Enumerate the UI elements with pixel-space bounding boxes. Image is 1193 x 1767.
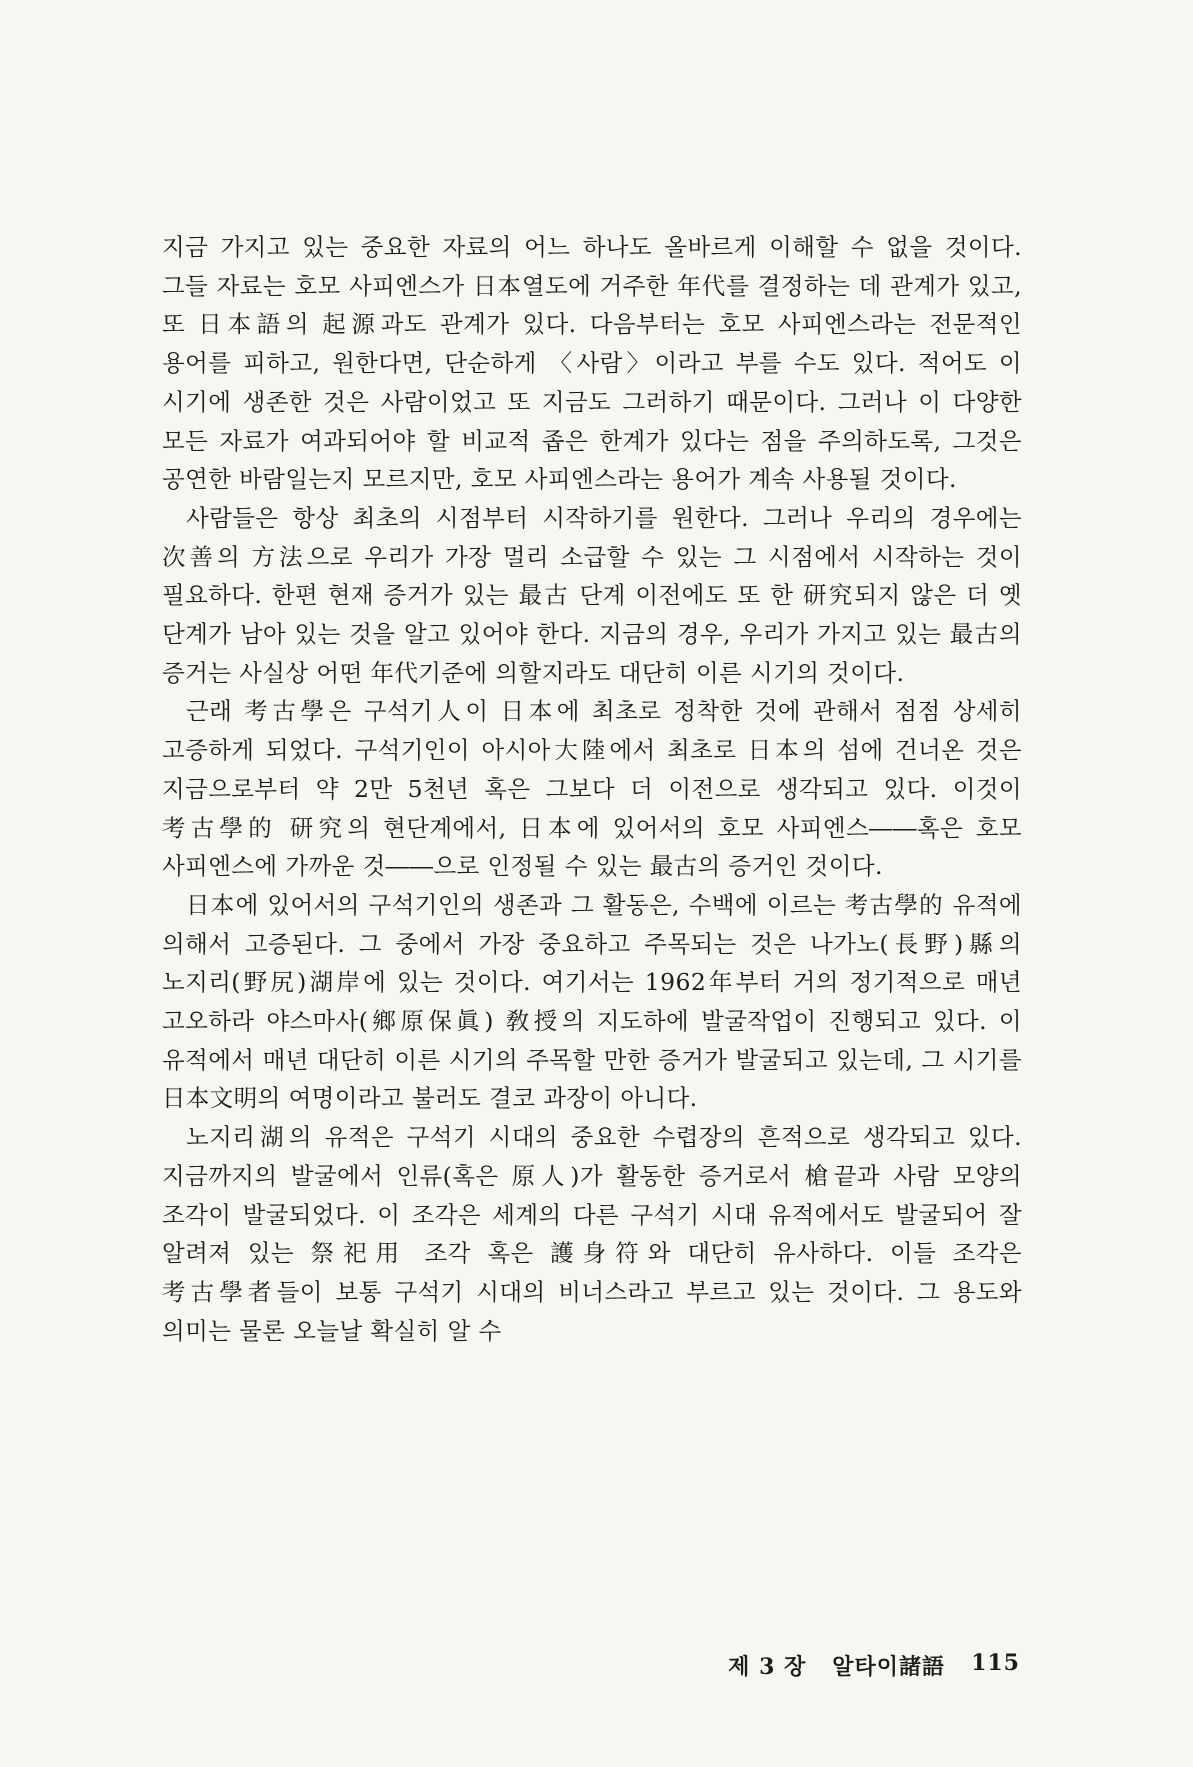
body-text [162,228,1022,1350]
chapter-label: 제 3 장 [728,1654,807,1680]
page-number: 115 [971,1650,1020,1676]
paragraph-2: 사람들은 항상 최초의 시점부터 시작하기를 원한다. 그러나 우리의 경우에는 次善의 方法으로 우리가 가장 멀리 소급할 수 있는 그 시점에서 시작하는 것이 필요하다. 한편 현재 증거가 있는 最古 단계 이전에도 또 한 研究되지 않은 더 옛 단계가 남아 있는 것을 알고 있어야 한다. 지금의 경우, 우리가 가지고 있는 最古의 증거는 사실상 어떤 年代기준에 의할지라도 대단히 이른 시기의 것이다. [162,503,1022,687]
paragraph-1: 지금 가지고 있는 중요한 자료의 어느 하나도 올바르게 이해할 수 없을 것이다. 그들 자료는 호모 사피엔스가 日本열도에 거주한 年代를 결정하는 데 관계가 있고, 또 日本語의 起源과도 관계가 있다. 다음부터는 호모 사피엔스라는 전문적인 용어를 피하고, 원한다면, 단순하게 〈사람〉이라고 부를 수도 있다. 적어도 이 시기에 생존한 것은 사람이었고 또 지금도 그러하기 때문이다. 그러나 이 다양한 모든 자료가 여과되어야 할 비교적 좁은 한계가 있다는 점을 주의하도록, 그것은 공연한 바람일는지 모르지만, 호모 사피엔스라는 용어가 계속 사용될 것이다. [162,233,1022,494]
page-footer [700,1650,1020,1681]
paragraph-4: 日本에 있어서의 구석기인의 생존과 그 활동은, 수백에 이르는 考古學的 유적에 의해서 고증된다. 그 중에서 가장 중요하고 주목되는 것은 나가노(長野)縣의 노지리(野尻)湖岸에 있는 것이다. 여기서는 1962年부터 거의 정기적으로 매년 고오하라 야스마사(鄉原保眞) 敎授의 지도하에 발굴작업이 진행되고 있다. 이 유적에서 매년 대단히 이른 시기의 주목할 만한 증거가 발굴되고 있는데, 그 시기를 日本文明의 여명이라고 불러도 결코 과장이 아니다. [162,890,1022,1113]
paragraph-3: 근래 考古學은 구석기人이 日本에 최초로 정착한 것에 관해서 점점 상세히 고증하게 되었다. 구석기인이 아시아大陸에서 최초로 日本의 섬에 건너온 것은 지금으로부터 약 2만 5천년 혹은 그보다 더 이전으로 생각되고 있다. 이것이 考古學的 研究의 현단계에서, 日本에 있어서의 호모 사피엔스――혹은 호모 사피엔스에 가까운 것――으로 인정될 수 있는 最古의 증거인 것이다. [162,697,1022,881]
chapter-title: 알타이諸語 [832,1654,946,1680]
paragraph-5: 노지리湖의 유적은 구석기 시대의 중요한 수렵장의 흔적으로 생각되고 있다. 지금까지의 발굴에서 인류(혹은 原人)가 활동한 증거로서 槍끝과 사람 모양의 조각이 발굴되었다. 이 조각은 세계의 다른 구석기 시대 유적에서도 발굴되어 잘 알려져 있는 祭祀用 조각 혹은 護身符와 대단히 유사하다. 이들 조각은 考古學者들이 보통 구석기 시대의 비너스라고 부르고 있는 것이다. 그 용도와 의미는 물론 오늘날 확실히 알 수 [162,1123,1022,1345]
